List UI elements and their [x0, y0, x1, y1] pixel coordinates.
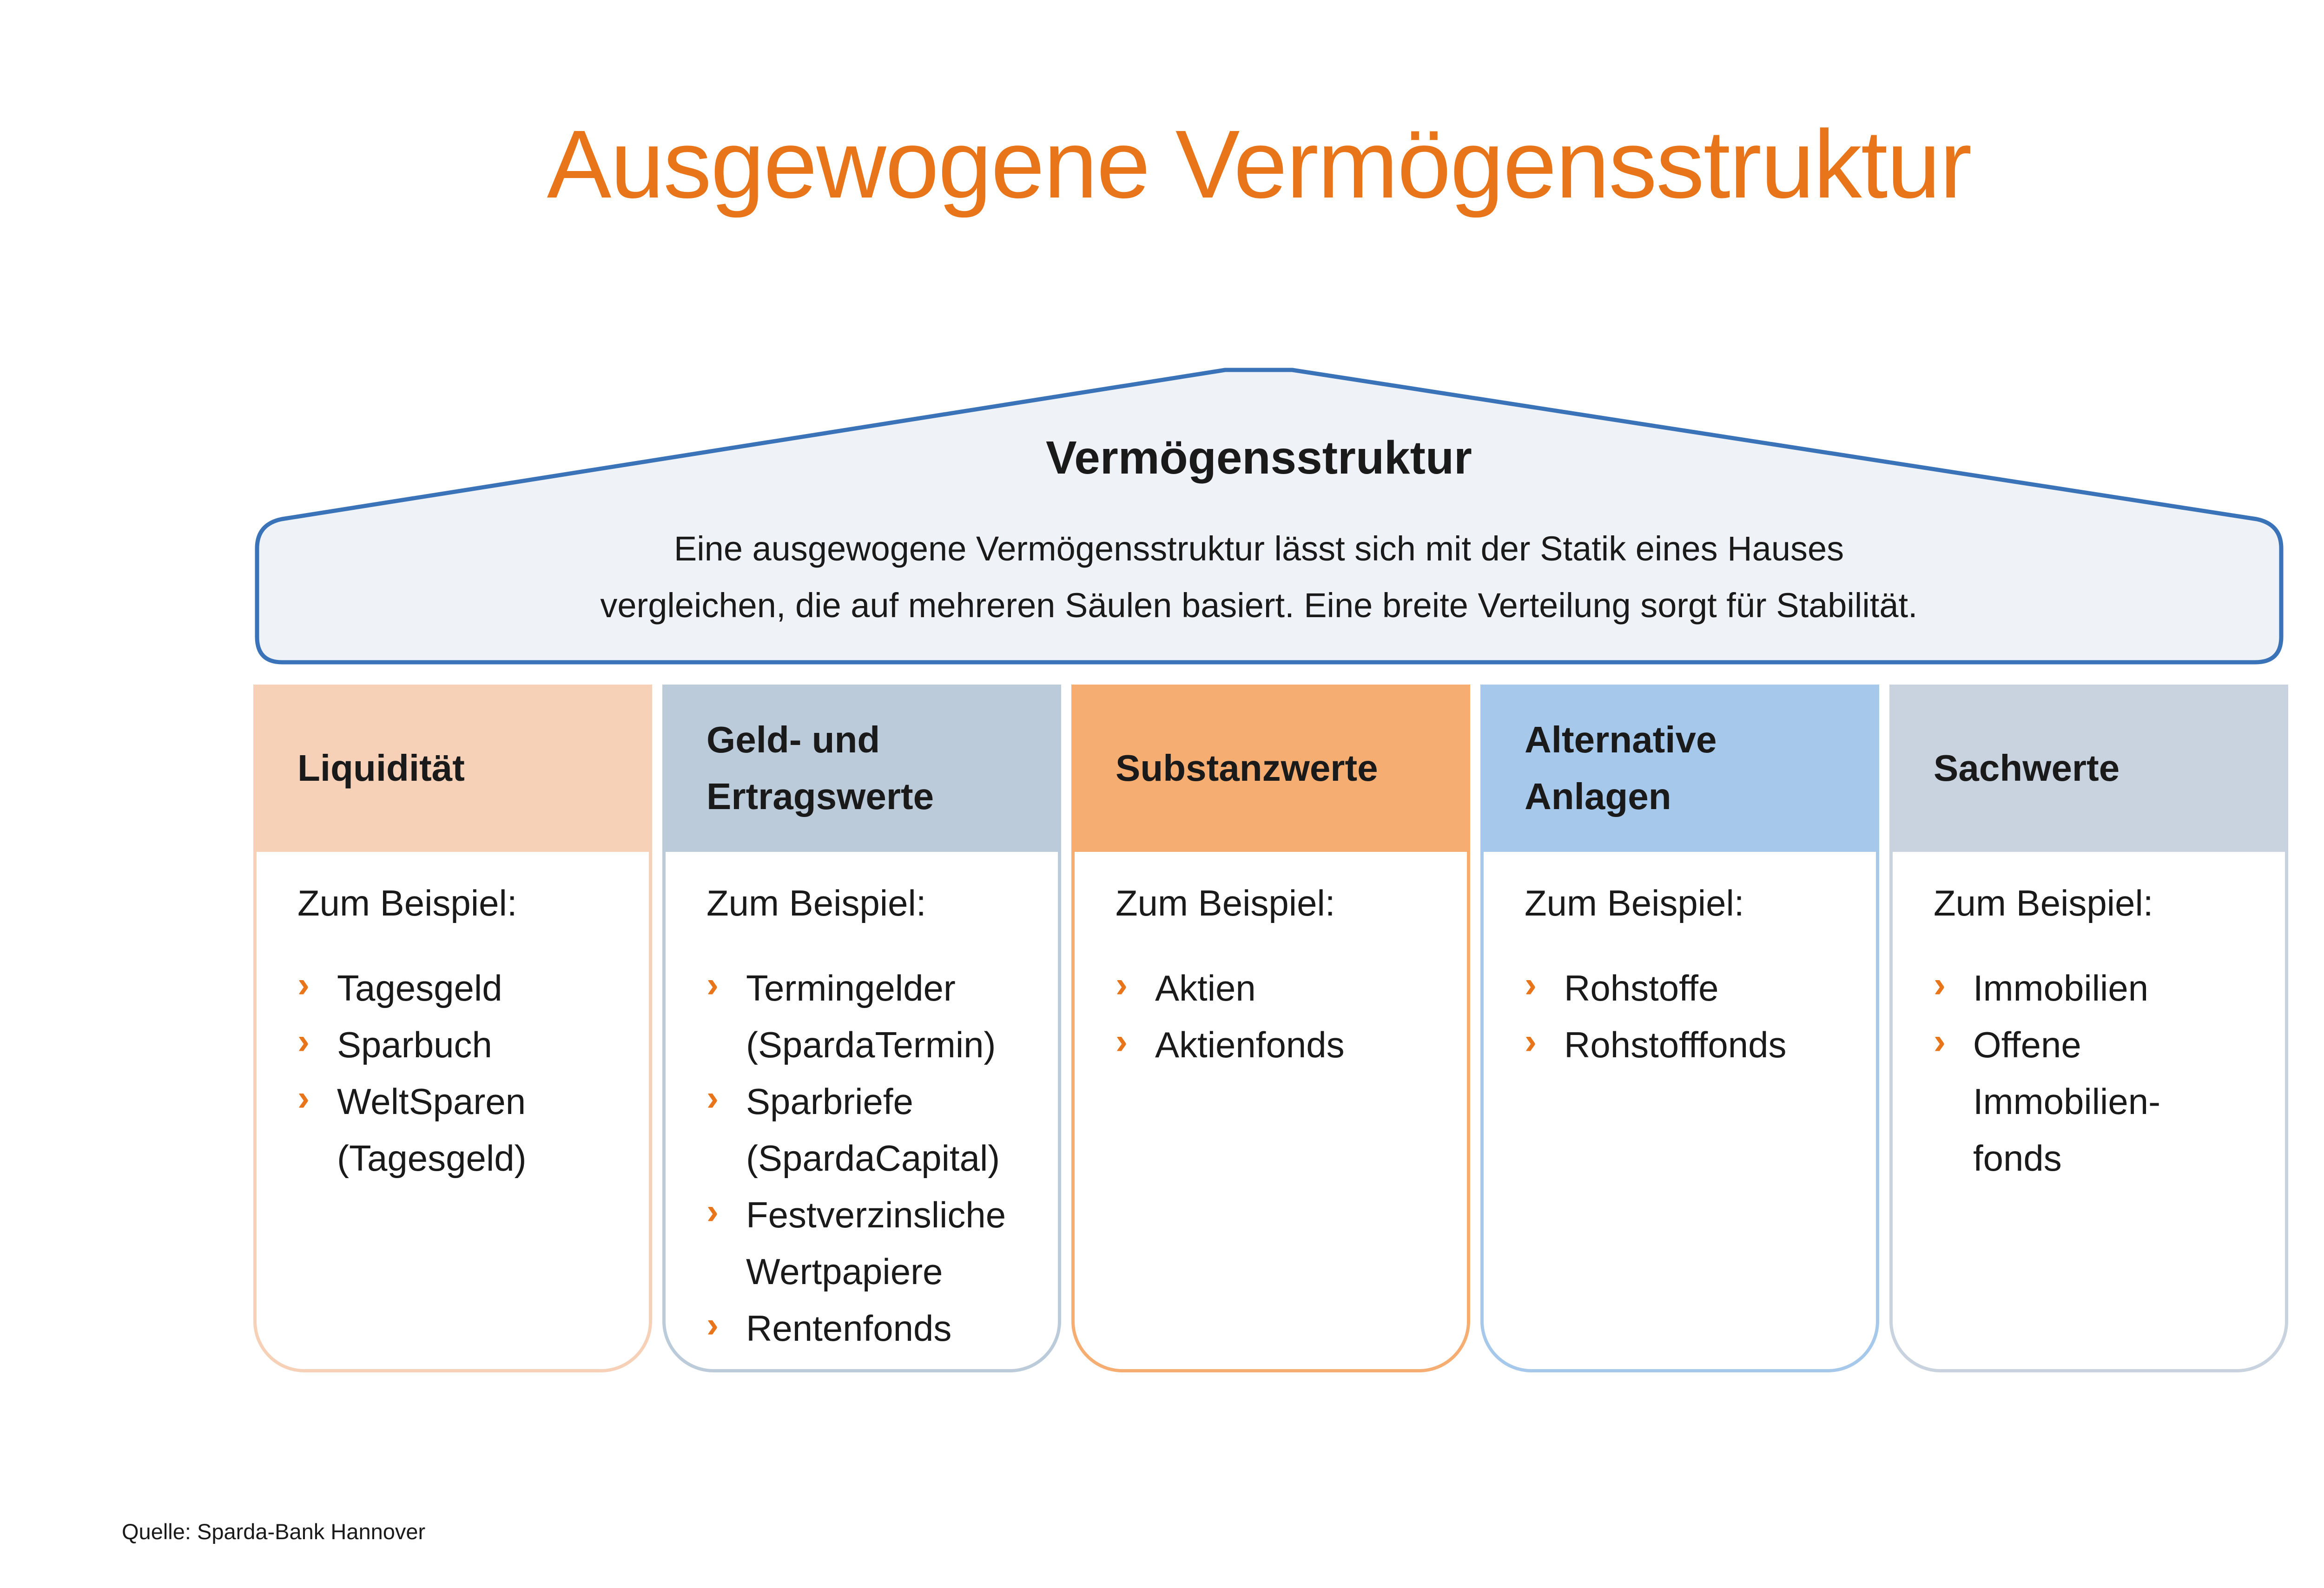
pillar-header [253, 685, 652, 852]
list-item-text: Rohstofffonds [1564, 1024, 1787, 1065]
list-item-text: Rentenfonds [746, 1308, 952, 1349]
list-item [1525, 1016, 1868, 1073]
list-item [1934, 960, 2278, 1016]
list-item [297, 1016, 641, 1073]
example-list [706, 960, 1050, 1357]
list-item [1934, 1016, 2278, 1186]
list-item-text: Tagesgeld [337, 968, 502, 1008]
list-item [706, 1073, 1050, 1186]
pillar-title: Geld- und Ertragswerte [706, 719, 934, 817]
chevron-right-icon: › [297, 1077, 310, 1118]
example-label: Zum Beispiel: [297, 883, 517, 923]
page-title: Ausgewogene Vermögensstruktur [547, 111, 1971, 218]
pillar-header [1889, 685, 2288, 852]
chevron-right-icon: › [297, 1021, 310, 1061]
example-label: Zum Beispiel: [1116, 883, 1335, 923]
list-item [706, 960, 1050, 1073]
list-item-text: Offene Immobilien- fonds [1973, 1024, 2161, 1179]
chevron-right-icon: › [1116, 964, 1128, 1005]
pillar-4 [1889, 685, 2288, 1372]
pillar-0 [253, 685, 652, 1372]
pillar-title: Sachwerte [1934, 747, 2120, 789]
example-list [1116, 960, 1459, 1073]
chevron-right-icon: › [1934, 964, 1946, 1005]
chevron-right-icon: › [297, 964, 310, 1005]
example-label: Zum Beispiel: [1934, 883, 2153, 923]
list-item-text: Immobilien [1973, 968, 2149, 1008]
list-item-text: Aktien [1155, 968, 1256, 1008]
pillar-header [1071, 685, 1470, 852]
chevron-right-icon: › [1116, 1021, 1128, 1061]
example-list [1934, 960, 2278, 1186]
list-item-text: Sparbuch [337, 1024, 492, 1065]
roof-heading: Vermögensstruktur [1046, 432, 1472, 484]
list-item [706, 1300, 1050, 1357]
list-item [1116, 960, 1459, 1016]
pillar-body [1525, 880, 1868, 1073]
pillar-body [297, 880, 641, 1186]
chevron-right-icon: › [706, 964, 719, 1005]
chevron-right-icon: › [706, 1191, 719, 1232]
chevron-right-icon: › [1525, 1021, 1537, 1061]
list-item-text: WeltSparen (Tagesgeld) [337, 1081, 527, 1179]
example-label: Zum Beispiel: [706, 883, 926, 923]
pillar-3 [1480, 685, 1879, 1372]
pillar-header [662, 685, 1061, 852]
roof-description-line-1: Eine ausgewogene Vermögensstruktur lässt sich mit der Statik eines Hauses [673, 529, 1844, 568]
pillar-header [1480, 685, 1879, 852]
pillar-body [1934, 880, 2278, 1186]
chevron-right-icon: › [1525, 964, 1537, 1005]
chevron-right-icon: › [706, 1304, 719, 1345]
pillar-1 [662, 685, 1061, 1372]
list-item [297, 960, 641, 1016]
pillar-body [1116, 880, 1459, 1073]
chevron-right-icon: › [1934, 1021, 1946, 1061]
list-item-text: Festverzinsliche Wertpapiere [746, 1194, 1006, 1292]
example-list [297, 960, 641, 1186]
list-item-text: Sparbriefe (SpardaCapital) [746, 1081, 1000, 1179]
example-list [1525, 960, 1868, 1073]
list-item-text: Rohstoffe [1564, 968, 1719, 1008]
pillar-body [706, 880, 1050, 1357]
list-item [1525, 960, 1868, 1016]
list-item-text: Aktienfonds [1155, 1024, 1345, 1065]
list-item [1116, 1016, 1459, 1073]
pillar-2 [1071, 685, 1470, 1372]
pillar-title: Substanzwerte [1116, 747, 1378, 789]
pillar-title: Liquidität [297, 747, 465, 789]
chevron-right-icon: › [706, 1077, 719, 1118]
roof-description [465, 521, 2053, 634]
list-item [706, 1186, 1050, 1300]
list-item [297, 1073, 641, 1186]
example-label: Zum Beispiel: [1525, 883, 1744, 923]
roof-description-line-2: vergleichen, die auf mehreren Säulen basiert. Eine breite Verteilung sorgt für Stabilität. [600, 586, 1918, 625]
list-item-text: Termingelder (SpardaTermin) [746, 968, 996, 1065]
pillar-title: Alternative Anlagen [1525, 719, 1717, 817]
source-note: Quelle: Sparda-Bank Hannover [122, 1519, 426, 1544]
